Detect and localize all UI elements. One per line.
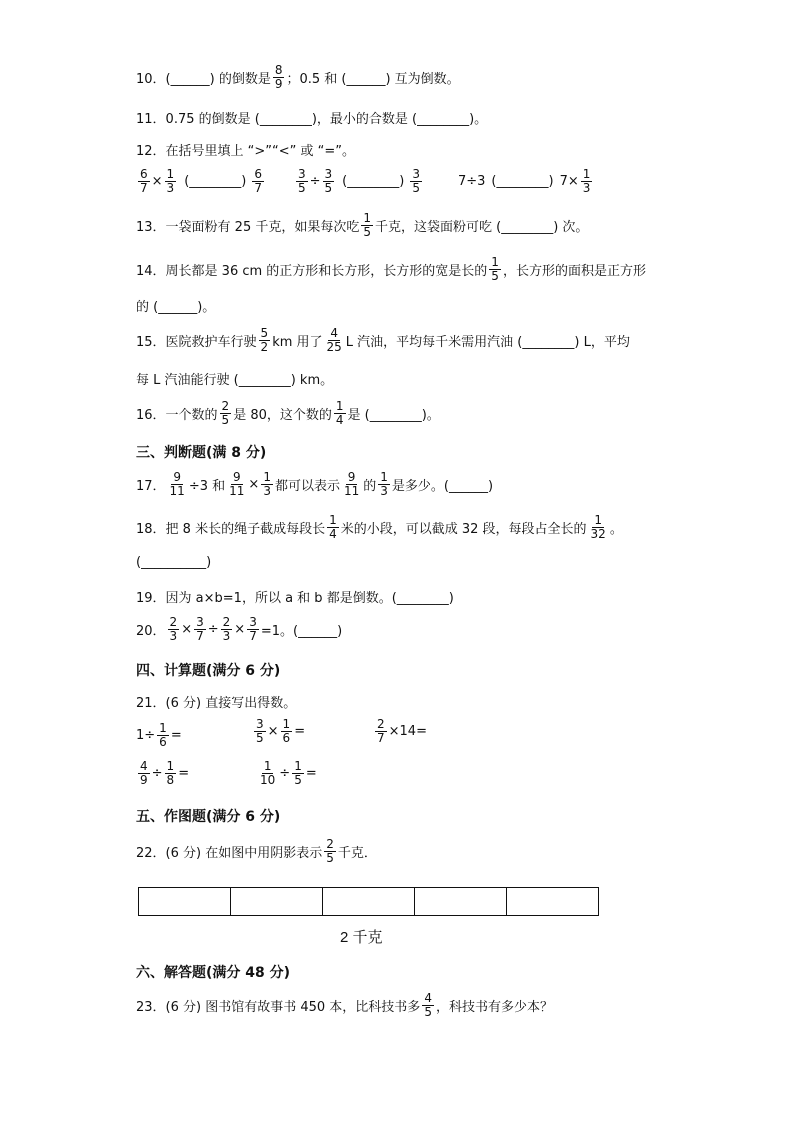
q20-text-a: 20． <box>136 624 166 639</box>
question-16 <box>136 400 440 427</box>
q15-text-d: 每 L 汽油能行驶 (________) km。 <box>136 373 334 388</box>
question-15-cont <box>136 369 333 388</box>
calc-item-4: $\frac{4}{9}$ ÷ $\frac{1}{8}$ = <box>140 759 190 787</box>
question-11 <box>136 108 487 127</box>
fraction: $\frac{3}{5}$ <box>412 167 420 195</box>
q23-text-a: 23．(6 分) 图书馆有故事书 450 本，比科技书多 <box>136 1000 421 1015</box>
question-23 <box>136 992 553 1019</box>
fraction: $\frac{1}{4}$ <box>329 513 337 541</box>
q11-text: 11．0.75 的倒数是 (________)，最小的合数是 (________)。 <box>136 112 488 127</box>
operator: ÷ <box>309 174 321 189</box>
fraction: $\frac{1}{3}$ <box>582 167 591 195</box>
fraction: $\frac{2}{5}$ <box>326 837 334 865</box>
section-heading-judgement: 三、判断题(满 8 分) <box>136 445 267 461</box>
q12-comparisons <box>136 168 594 195</box>
bar-cell[interactable] <box>231 888 323 915</box>
question-12 <box>136 140 355 159</box>
calc-item-3: $\frac{2}{7}$ ×14= <box>377 717 427 745</box>
q16-text-b: 是 80，这个数的 <box>233 408 332 423</box>
fraction: $\frac{3}{5}$ <box>324 167 333 195</box>
fraction: $\frac{3}{7}$ <box>249 615 257 643</box>
q16-text-a: 16．一个数的 <box>136 408 218 423</box>
question-20 <box>136 616 342 643</box>
q14-text-b: ，长方形的面积是正方形 <box>502 264 646 279</box>
q15-text-c: L 汽油，平均每千米需用汽油 (________) L，平均 <box>345 335 630 350</box>
calc-item-1: 1÷ $\frac{1}{6}$ = <box>136 721 182 749</box>
question-14-cont <box>136 296 215 315</box>
operator: × <box>248 477 260 492</box>
fraction: $\frac{6}{7}$ <box>140 167 148 195</box>
fraction: $\frac{9}{11}$ <box>229 470 245 498</box>
q17-text-d: 都可以表示 <box>274 479 340 494</box>
q17-text-b: ÷3 和 <box>188 479 226 494</box>
q14-text-a: 14．周长都是 36 cm 的正方形和长方形，长方形的宽是长的 <box>136 264 488 279</box>
question-17 <box>136 471 493 498</box>
q10-text-b: ；0.5 和 (______) 互为倒数。 <box>286 72 460 87</box>
operator: ÷ <box>207 622 219 637</box>
q13-text-a: 13．一袋面粉有 25 千克，如果每次吃 <box>136 220 360 235</box>
answer-blank[interactable]: (__________) <box>136 555 212 570</box>
fraction: $\frac{1}{3}$ <box>380 470 388 498</box>
fraction: $\frac{2}{5}$ <box>221 399 230 427</box>
q18-text-c: 。 <box>609 522 623 537</box>
q14-text-c: 的 (______)。 <box>136 300 216 315</box>
answer-blank[interactable]: (________) <box>184 174 247 189</box>
operator: × <box>234 622 246 637</box>
q20-text-e: =1。(______) <box>260 624 343 639</box>
fraction: $\frac{3}{5}$ <box>297 167 306 195</box>
section-heading-word-problems: 六、解答题(满分 48 分) <box>136 965 291 981</box>
question-13 <box>136 212 588 239</box>
fraction: $\frac{2}{3}$ <box>169 615 178 643</box>
question-18 <box>136 514 623 541</box>
bar-cell[interactable] <box>507 888 598 915</box>
shading-bar[interactable] <box>138 887 599 916</box>
fraction: $\frac{3}{7}$ <box>196 615 204 643</box>
bar-label: 2 千克 <box>340 929 383 946</box>
bar-cell[interactable] <box>415 888 507 915</box>
answer-blank[interactable]: (________) <box>491 174 554 189</box>
q17-text-e: 的 <box>363 479 377 494</box>
fraction: $\frac{5}{2}$ <box>260 326 269 354</box>
fraction: $\frac{9}{11}$ <box>343 470 360 498</box>
fraction: $\frac{1}{32}$ <box>590 513 606 541</box>
section-heading-calculation: 四、计算题(满分 6 分) <box>136 663 281 679</box>
operator: × <box>151 174 163 189</box>
q13-text-b: 千克，这袋面粉可吃 (________) 次。 <box>375 220 589 235</box>
question-21 <box>136 692 296 711</box>
fraction: $\frac{4}{5}$ <box>424 991 432 1019</box>
q15-text-a: 15．医院救护车行驶 <box>136 335 257 350</box>
question-18-cont <box>136 555 211 570</box>
q17-text-f: 是多少。(______) <box>391 479 494 494</box>
q21-text: 21．(6 分) 直接写出得数。 <box>136 696 297 711</box>
fraction: $\frac{1}{3}$ <box>166 167 175 195</box>
expression: 7× <box>559 174 579 189</box>
question-22 <box>136 838 377 865</box>
fraction: $\frac{1}{5}$ <box>363 211 371 239</box>
question-10 <box>136 64 460 91</box>
q18-text-a: 18．把 8 米长的绳子截成每段长 <box>136 522 326 537</box>
fraction: $\frac{1}{5}$ <box>491 255 499 283</box>
bar-cell[interactable] <box>323 888 415 915</box>
q15-text-b: km 用了 <box>272 335 323 350</box>
q12-text: 12．在括号里填上 “>”“<” 或 “=”。 <box>136 144 356 159</box>
calc-item-5: $\frac{1}{10}$ ÷ $\frac{1}{5}$ = <box>260 759 317 787</box>
fraction: $\frac{4}{25}$ <box>326 326 342 354</box>
fraction: $\frac{1}{3}$ <box>263 470 271 498</box>
fraction: $\frac{8}{9}$ <box>274 63 283 91</box>
calc-item-2: $\frac{3}{5}$ × $\frac{1}{6}$ = <box>256 717 306 745</box>
bar-cell[interactable] <box>139 888 231 915</box>
q16-text-c: 是 (________)。 <box>347 408 440 423</box>
fraction: $\frac{6}{7}$ <box>254 167 262 195</box>
question-15 <box>136 327 630 354</box>
section-heading-drawing: 五、作图题(满分 6 分) <box>136 809 281 825</box>
q19-text: 19．因为 a×b=1，所以 a 和 b 都是倒数。(________) <box>136 591 454 606</box>
q10-text-a: 10．(______) 的倒数是 <box>136 72 271 87</box>
question-19 <box>136 587 454 606</box>
q22-text-a: 22．(6 分) 在如图中用阴影表示 <box>136 846 323 861</box>
question-14 <box>136 256 646 283</box>
operator: × <box>181 622 193 637</box>
q17-text-a: 17． <box>136 479 166 494</box>
fraction: $\frac{2}{3}$ <box>222 615 231 643</box>
answer-blank[interactable]: (________) <box>342 174 405 189</box>
q18-text-b: 米的小段，可以截成 32 段，每段占全长的 <box>340 522 587 537</box>
q22-text-b: 千克． <box>337 846 377 861</box>
fraction: $\frac{9}{11}$ <box>169 470 185 498</box>
q23-text-b: ，科技书有多少本？ <box>435 1000 553 1015</box>
fraction: $\frac{1}{4}$ <box>335 399 344 427</box>
expression: 7÷3 <box>457 174 486 189</box>
